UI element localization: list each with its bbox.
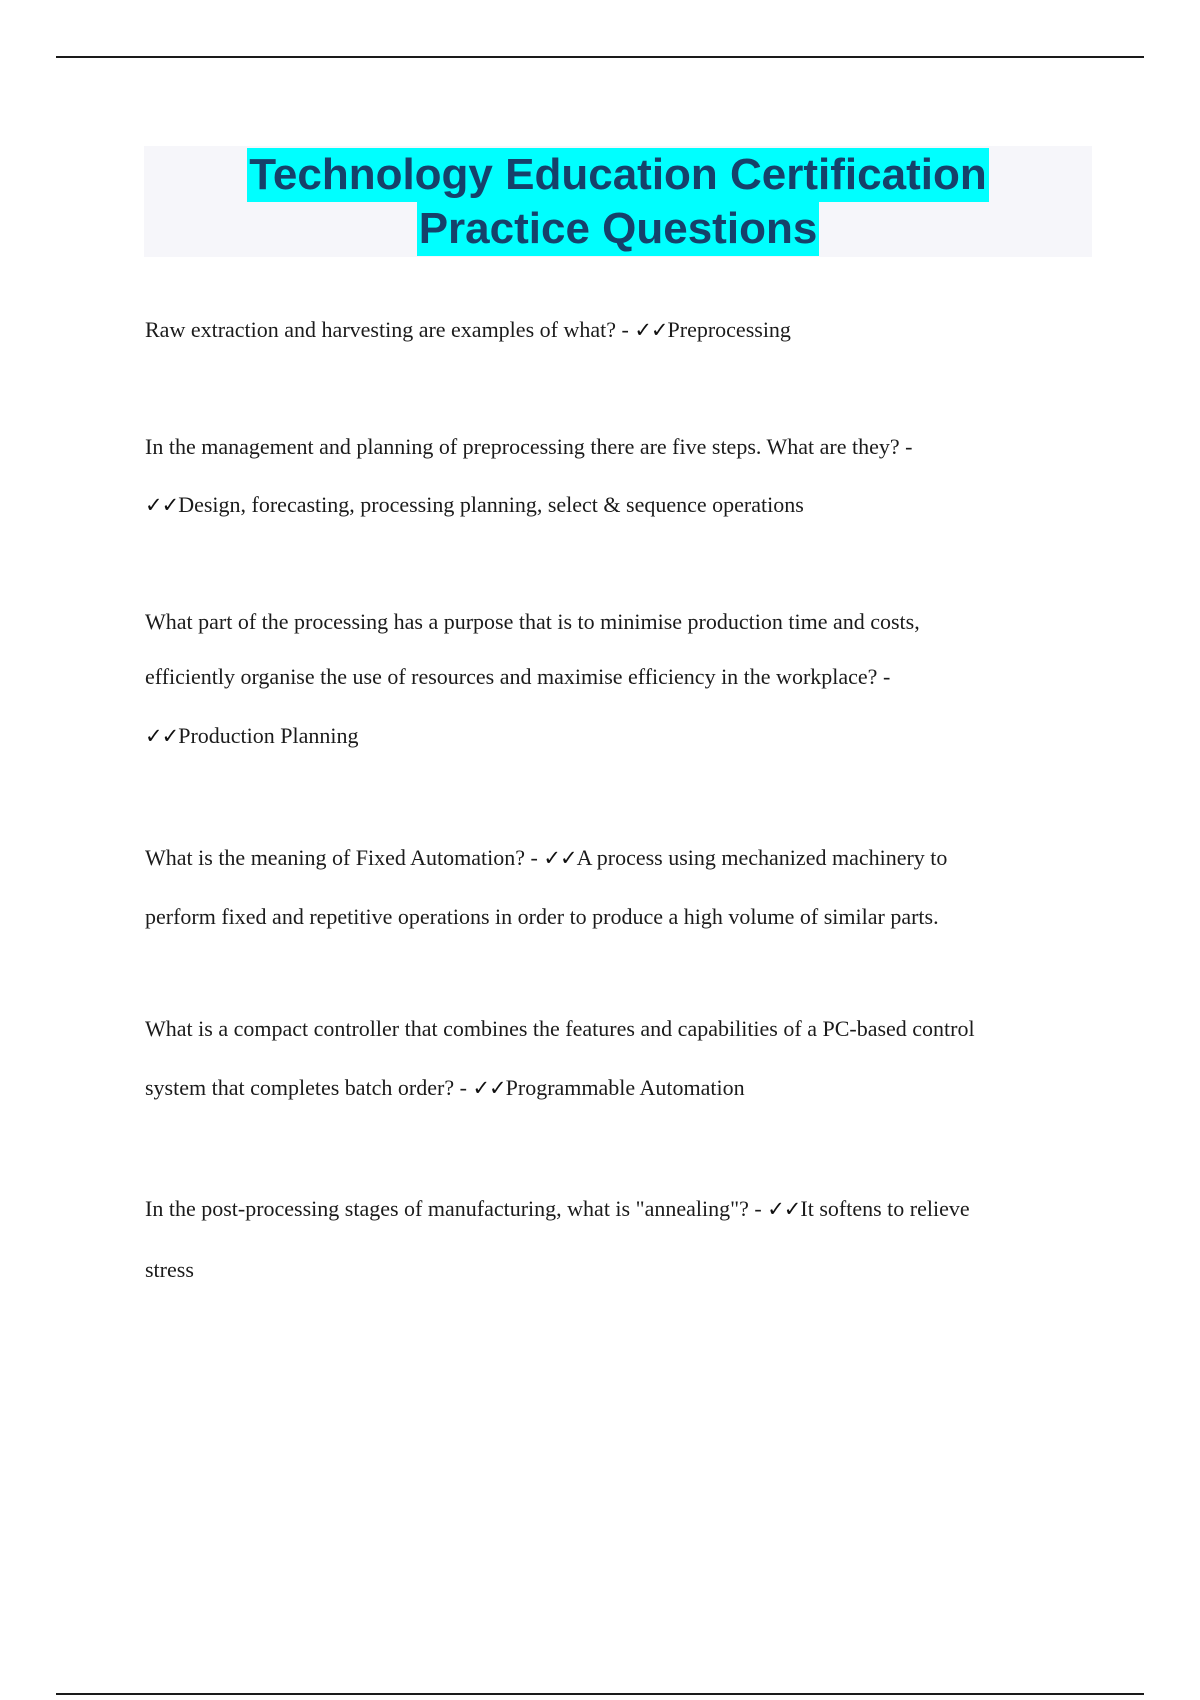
answer-text: It softens to relieve [800,1196,970,1221]
question-text: efficiently organise the use of resources and maximise efficiency in the workplace? - [145,664,891,689]
qa-item-3-line-3 [145,723,358,749]
answer-text: Design, forecasting, processing planning, select & sequence operations [178,492,804,517]
qa-item-4-line-2 [145,904,939,930]
answer-text: Programmable Automation [505,1075,745,1100]
qa-item-6-line-2 [145,1257,194,1283]
document-title-line-2: Practice Questions [417,202,820,256]
answer-text: Preprocessing [667,317,791,342]
question-text: What is the meaning of Fixed Automation? - [145,845,544,870]
qa-item-3-line-2 [145,664,890,690]
answer-text: Production Planning [178,723,359,748]
qa-item-6-line-1 [145,1196,970,1222]
qa-item-3-line-1 [145,609,920,635]
answer-text: A process using mechanized machinery to [576,845,948,870]
bottom-rule [56,1693,1144,1695]
qa-item-5-line-2 [145,1075,745,1101]
qa-item-1-line-1 [145,317,791,343]
answer-text: stress [145,1257,194,1282]
document-title-line-1: Technology Education Certification [247,148,988,202]
answer-text: perform fixed and repetitive operations in order to produce a high volume of similar parts. [145,904,939,929]
qa-item-5-line-1 [145,1016,975,1042]
qa-item-2-line-1 [145,434,912,460]
question-text: Raw extraction and harvesting are examples of what? - [145,317,635,342]
double-check-icon: ✓✓ [145,724,179,748]
double-check-icon: ✓✓ [634,318,668,342]
question-text: system that completes batch order? - [145,1075,473,1100]
question-text: In the post-processing stages of manufacturing, what is "annealing"? - [145,1196,768,1221]
double-check-icon: ✓✓ [145,493,179,517]
qa-item-4-line-1 [145,845,947,871]
question-text: What part of the processing has a purpose that is to minimise production time and costs, [145,609,920,634]
double-check-icon: ✓✓ [543,846,577,870]
question-text: In the management and planning of preprocessing there are five steps. What are they? - [145,434,913,459]
title-banner [144,146,1092,257]
top-rule [56,56,1144,58]
double-check-icon: ✓✓ [767,1197,801,1221]
question-text: What is a compact controller that combines the features and capabilities of a PC-based control [145,1016,975,1041]
qa-item-2-line-2 [145,492,804,518]
double-check-icon: ✓✓ [472,1076,506,1100]
